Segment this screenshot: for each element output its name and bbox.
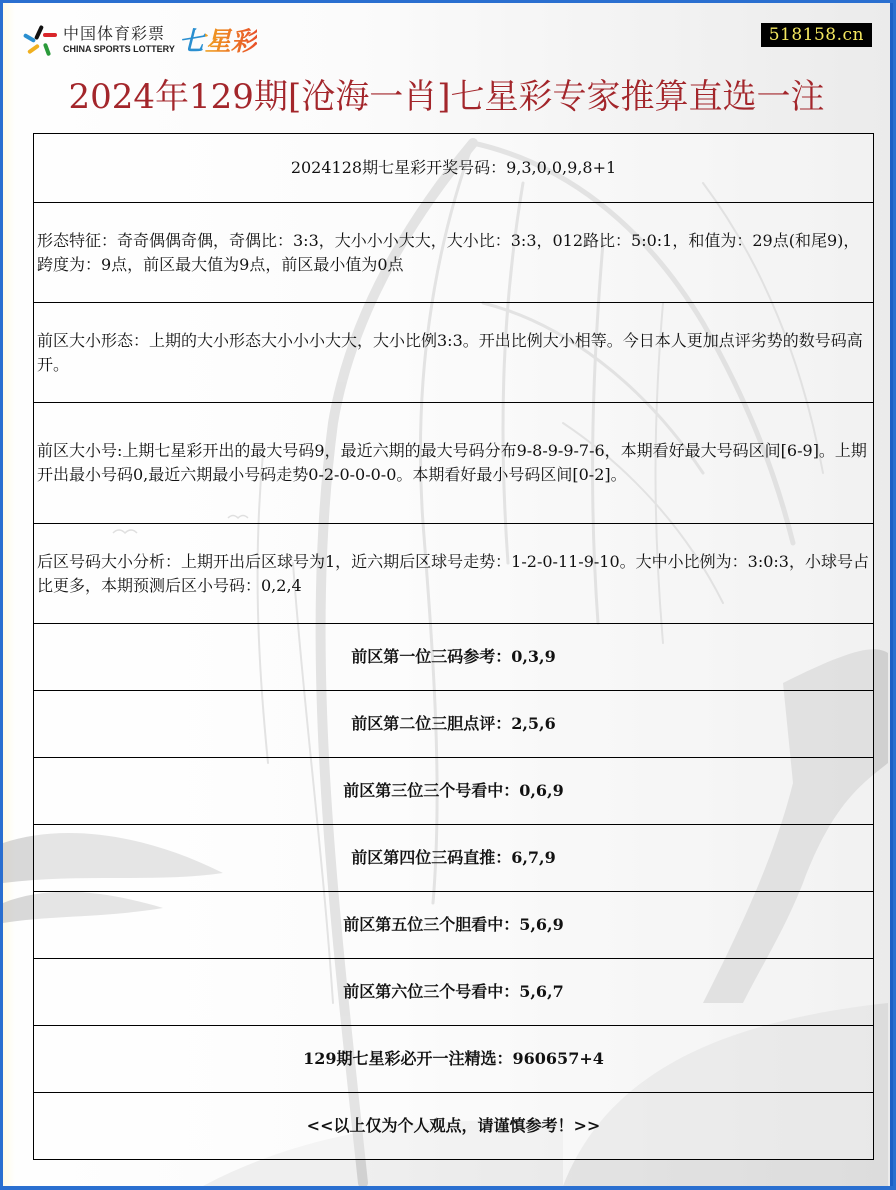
page-frame xyxy=(3,3,893,1186)
pattern-features-cell: 形态特征：奇奇偶偶奇偶，奇偶比：3:3，大小小小大大，大小比：3:3，012路比：5:0:1，和值为：29点(和尾9)，跨度为：9点，前区最大值为9点，前区最小值为0点 xyxy=(34,203,874,303)
table-row xyxy=(34,1093,874,1160)
table-row xyxy=(34,624,874,691)
table-row xyxy=(34,758,874,825)
logo-chinese-name: 中国体育彩票 xyxy=(63,23,166,43)
table-row xyxy=(34,892,874,959)
table-row xyxy=(34,303,874,403)
table-row xyxy=(34,959,874,1026)
position-1-pick-cell: 前区第一位三码参考：0,3,9 xyxy=(34,624,874,691)
position-5-pick-cell: 前区第五位三个胆看中：5,6,9 xyxy=(34,892,874,959)
position-4-pick-cell: 前区第四位三码直推：6,7,9 xyxy=(34,825,874,892)
logo-text xyxy=(63,23,175,54)
featured-pick-cell: 129期七星彩必开一注精选：960657+4 xyxy=(34,1026,874,1093)
position-6-pick-cell: 前区第六位三个号看中：5,6,7 xyxy=(34,959,874,1026)
front-max-min-cell: 前区大小号:上期七星彩开出的最大号码9，最近六期的最大号码分布9-8-9-9-7-6，本期看好最大号码区间[6-9]。上期开出最小号码0,最近六期最小号码走势0-2-0-0-0-0。本期看好最小号码区间[0-2]。 xyxy=(34,403,874,524)
header xyxy=(3,3,890,63)
table-row xyxy=(34,691,874,758)
back-zone-analysis-cell: 后区号码大小分析：上期开出后区球号为1，近六期后区球号走势：1-2-0-11-9-10。大中小比例为：3:0:3，小球号占比更多，本期预测后区小号码：0,2,4 xyxy=(34,524,874,624)
table-row xyxy=(34,1026,874,1093)
table-row xyxy=(34,203,874,303)
table-row xyxy=(34,825,874,892)
table-row xyxy=(34,134,874,203)
game-name-logo: 七星彩 xyxy=(179,21,257,58)
prediction-table xyxy=(33,133,874,1160)
table-row xyxy=(34,524,874,624)
disclaimer-cell: <<以上仅为个人观点，请谨慎参考！>> xyxy=(34,1093,874,1160)
draw-result-cell: 2024128期七星彩开奖号码：9,3,0,0,9,8+1 xyxy=(34,134,874,203)
position-2-pick-cell: 前区第二位三胆点评：2,5,6 xyxy=(34,691,874,758)
front-size-pattern-cell: 前区大小形态：上期的大小形态大小小小大大，大小比例3:3。开出比例大小相等。今日本人更加点评劣势的数号码高开。 xyxy=(34,303,874,403)
position-3-pick-cell: 前区第三位三个号看中：0,6,9 xyxy=(34,758,874,825)
page-title: 2024年129期[沧海一肖]七星彩专家推算直选一注 xyxy=(68,77,825,117)
china-sports-lottery-logo[interactable] xyxy=(21,21,257,58)
logo-english-name: CHINA SPORTS LOTTERY xyxy=(63,43,175,54)
china-sports-lottery-star-icon xyxy=(21,23,59,57)
site-badge[interactable]: 518158.cn xyxy=(761,23,872,47)
table-row xyxy=(34,403,874,524)
